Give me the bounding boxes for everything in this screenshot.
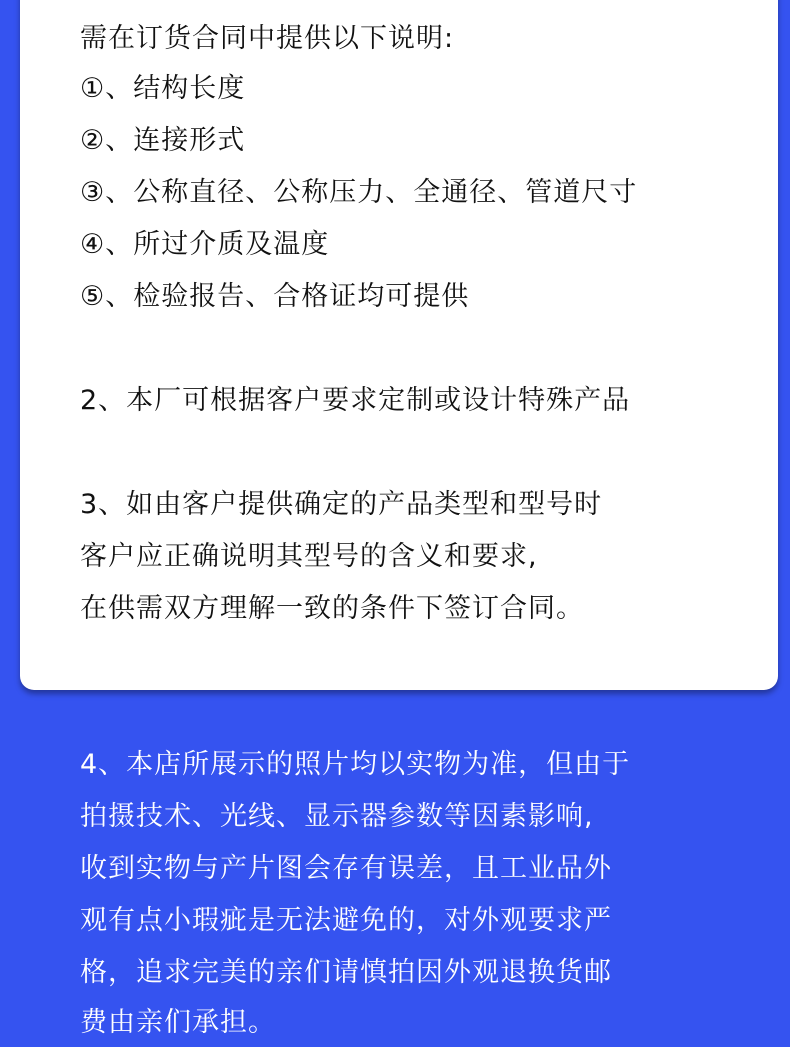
model-note-line-2: 客户应正确说明其型号的含义和要求, xyxy=(80,541,538,572)
requirement-item-1: ①、结构长度 xyxy=(80,73,246,104)
model-note-line-1: 3、如由客户提供确定的产品类型和型号时 xyxy=(80,489,603,520)
requirement-item-2: ②、连接形式 xyxy=(80,125,246,156)
disclaimer-line-5: 格，追求完美的亲们请慎拍因外观退换货邮 xyxy=(80,957,612,988)
disclaimer-line-1: 4、本店所展示的照片均以实物为准，但由于 xyxy=(80,749,631,780)
disclaimer-line-3: 收到实物与产片图会存有误差，且工业品外 xyxy=(80,853,612,884)
requirements-intro: 需在订货合同中提供以下说明: xyxy=(80,23,455,54)
custom-product-note: 2、本厂可根据客户要求定制或设计特殊产品 xyxy=(80,385,631,416)
disclaimer-line-6: 费由亲们承担。 xyxy=(80,1007,276,1038)
disclaimer-line-2: 拍摄技术、光线、显示器参数等因素影响, xyxy=(80,801,594,832)
model-note-line-3: 在供需双方理解一致的条件下签订合同。 xyxy=(80,593,584,624)
requirement-item-4: ④、所过介质及温度 xyxy=(80,229,330,260)
requirement-item-3: ③、公称直径、公称压力、全通径、管道尺寸 xyxy=(80,177,638,208)
requirement-item-5: ⑤、检验报告、合格证均可提供 xyxy=(80,281,470,312)
disclaimer-line-4: 观有点小瑕疵是无法避免的，对外观要求严 xyxy=(80,905,612,936)
